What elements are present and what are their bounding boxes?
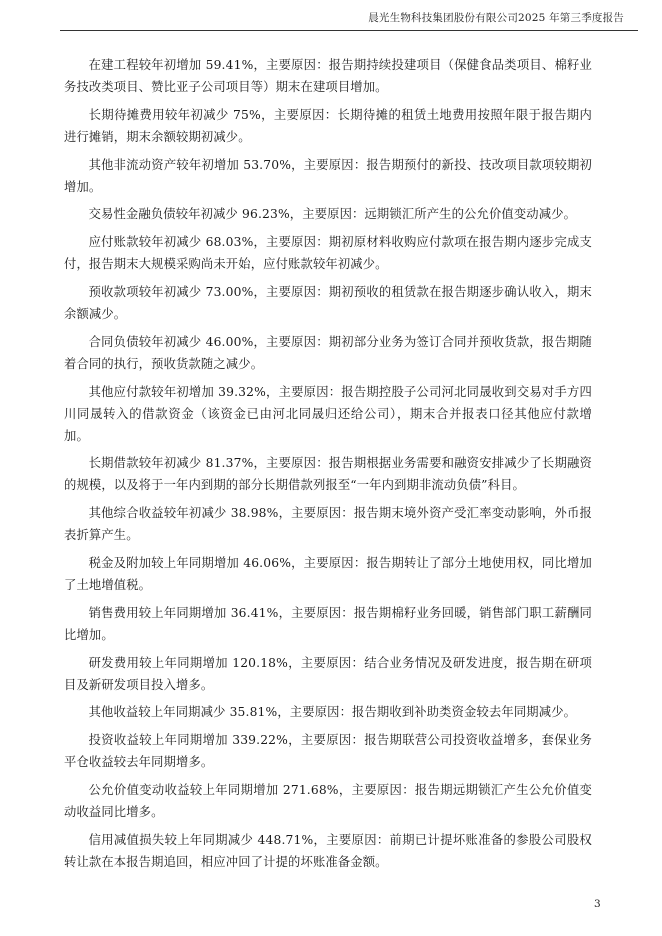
- paragraph-contract-liabilities: 合同负债较年初减少 46.00%，主要原因：期初部分业务为签订合同并预收货款，报告期随着合同的执行，预收货款随之减少。: [64, 334, 592, 371]
- paragraph-investment-income: 投资收益较上年同期增加 339.22%，主要原因：报告期联营公司投资收益增多，套保业务平仓收益较去年同期增多。: [64, 733, 592, 770]
- paragraph-other-non-current-assets: 其他非流动资产较年初增加 53.70%，主要原因：报告期预付的新投、技改项目款项较期初增加。: [64, 157, 592, 194]
- paragraph-construction-in-progress: 在建工程较年初增加 59.41%，主要原因：报告期持续投建项目（保健食品类项目、棉籽业务技改类项目、赞比亚子公司项目等）期末在建项目增加。: [64, 58, 592, 94]
- paragraph-rd-expenses: 研发费用较上年同期增加 120.18%，主要原因：结合业务情况及研发进度，报告期在研项目及新研发项目投入增多。: [64, 655, 592, 692]
- paragraph-advance-receipts: 预收款项较年初减少 73.00%，主要原因：期初预收的租赁款在报告期逐步确认收入，期末余额减少。: [64, 284, 592, 321]
- header-divider: [60, 30, 638, 31]
- page-number: 3: [594, 898, 601, 910]
- paragraph-credit-impairment-loss: 信用减值损失较上年同期减少 448.71%，主要原因：前期已计提坏账准备的参股公司股权转让款在本报告期追回，相应冲回了计提的坏账准备金额。: [64, 832, 592, 869]
- paragraph-accounts-payable: 应付账款较年初减少 68.03%，主要原因：期初原材料收购应付款项在报告期内逐步完成支付，报告期末大规模采购尚未开始，应付账款较年初减少。: [64, 235, 592, 272]
- paragraph-selling-expenses: 销售费用较上年同期增加 36.41%，主要原因：报告期棉籽业务回暖，销售部门职工薪酬同比增加。: [64, 605, 592, 642]
- paragraph-long-term-borrowings: 长期借款较年初减少 81.37%，主要原因：报告期根据业务需要和融资安排减少了长期融资的规模，以及将于一年内到期的部分长期借款列报至“一年内到期非流动负债”科目。: [64, 456, 592, 493]
- paragraph-fair-value-change-income: 公允价值变动收益较上年同期增加 271.68%，主要原因：报告期远期锁汇产生公允价值变动收益同比增多。: [64, 782, 592, 819]
- document-body: [64, 54, 592, 879]
- paragraph-other-income: 其他收益较上年同期减少 35.81%，主要原因：报告期收到补助类资金较去年同期减少。: [88, 705, 577, 720]
- paragraph-trading-financial-liabilities: 交易性金融负债较年初减少 96.23%，主要原因：远期锁汇所产生的公允价值变动减少。: [88, 207, 577, 222]
- paragraph-other-comprehensive-income: 其他综合收益较年初减少 38.98%，主要原因：报告期末境外资产受汇率变动影响，外币报表折算产生。: [64, 506, 592, 543]
- paragraph-other-payables: 其他应付款较年初增加 39.32%，主要原因：报告期控股子公司河北同晟收到交易对手方四川同晟转入的借款资金（该资金已由河北同晟归还给公司），期末合并报表口径其他应付款增加。: [64, 384, 592, 443]
- report-header-title: 晨光生物科技集团股份有限公司2025 年第三季度报告: [368, 12, 624, 24]
- paragraph-long-term-prepaid-expenses: 长期待摊费用较年初减少 75%，主要原因：长期待摊的租赁土地费用按照年限于报告期内进行摊销，期末余额较期初减少。: [64, 107, 592, 144]
- paragraph-taxes-and-surcharges: 税金及附加较上年同期增加 46.06%，主要原因：报告期转让了部分土地使用权，同比增加了土地增值税。: [64, 555, 592, 592]
